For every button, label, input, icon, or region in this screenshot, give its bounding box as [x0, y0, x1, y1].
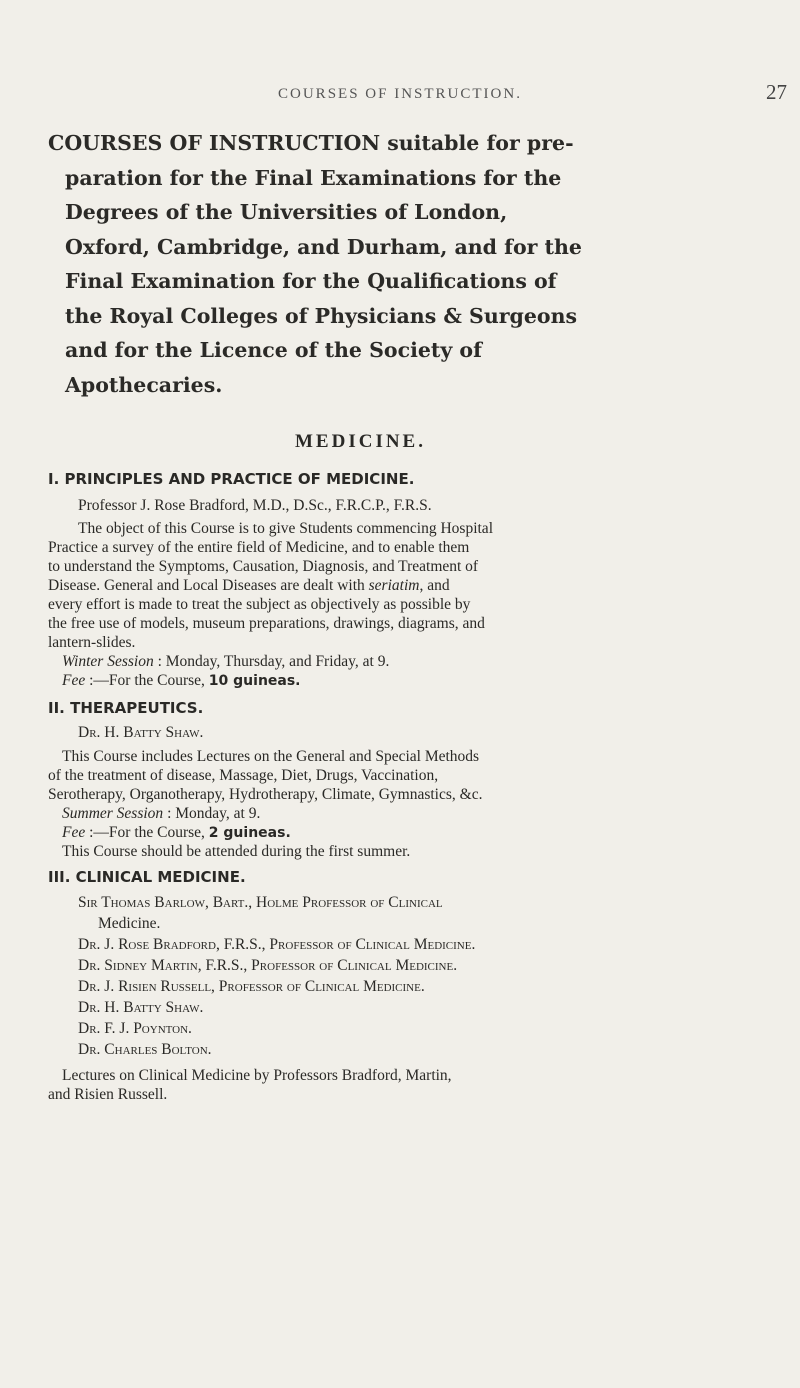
- professor-line: Professor J. Rose Bradford, M.D., D.Sc., F.R.C.P., F.R.S.: [78, 497, 432, 514]
- seriatim-term: seriatim: [368, 577, 420, 594]
- title-line: Degrees of the Universities of London,: [65, 200, 508, 224]
- session-line: [62, 652, 389, 671]
- desc-line: the free use of models, museum preparations, drawings, diagrams, and: [48, 615, 485, 632]
- desc-line: [48, 576, 450, 595]
- section-heading-1: I. PRINCIPLES AND PRACTICE OF MEDICINE.: [48, 470, 415, 488]
- title-line: and for the Licence of the Society of: [65, 338, 482, 362]
- staff-line: Sir Thomas Barlow, Bart., Holme Professor of Clinical: [78, 894, 443, 911]
- title-line: paration for the Final Examinations for the: [65, 165, 562, 190]
- session-label: Winter Session: [62, 653, 154, 670]
- staff-line: Dr. Sidney Martin, F.R.S., Professor of Clinical Medicine.: [78, 957, 458, 974]
- section-heading-3: III. CLINICAL MEDICINE.: [48, 868, 246, 886]
- desc-line: of the treatment of disease, Massage, Diet, Drugs, Vaccination,: [48, 767, 439, 784]
- fee-text: :—For the Course,: [85, 672, 209, 689]
- desc-text: Disease. General and Local Diseases are dealt with: [48, 577, 365, 594]
- fee-text: :—For the Course,: [85, 824, 209, 841]
- staff-line: Dr. H. Batty Shaw.: [78, 999, 204, 1016]
- desc-line: every effort is made to treat the subject as objectively as possible by: [48, 596, 471, 613]
- desc-line: This Course includes Lectures on the General and Special Methods: [62, 748, 480, 765]
- staff-line: Dr. Charles Bolton.: [78, 1041, 212, 1058]
- session-line: [62, 804, 260, 823]
- fee-label: Fee: [62, 672, 86, 689]
- title-line: Final Examination for the Qualifications of: [65, 269, 557, 293]
- fee-line: [62, 823, 291, 843]
- staff-line: Dr. J. Risien Russell, Professor of Clinical Medicine.: [78, 978, 425, 995]
- lecturer-line: Dr. H. Batty Shaw.: [78, 724, 204, 741]
- desc-line: The object of this Course is to give Students commencing Hospital: [78, 520, 493, 537]
- title-line: Oxford, Cambridge, and Durham, and for the: [65, 234, 582, 259]
- lectures-line: Lectures on Clinical Medicine by Professors Bradford, Martin,: [62, 1067, 452, 1084]
- lectures-line: and Risien Russell.: [48, 1086, 168, 1103]
- desc-line: Serotherapy, Organotherapy, Hydrotherapy, Climate, Gymnastics, &c.: [48, 786, 483, 803]
- desc-line: to understand the Symptoms, Causation, Diagnosis, and Treatment of: [48, 558, 479, 575]
- fee-line: [62, 671, 301, 691]
- running-head: COURSES OF INSTRUCTION.: [278, 86, 522, 102]
- fee-amount: 10 guineas.: [208, 673, 301, 689]
- desc-line: lantern-slides.: [48, 634, 136, 651]
- page-title: [48, 126, 748, 402]
- desc-text: , and: [419, 577, 450, 594]
- session-days: : Monday, at 9.: [163, 805, 261, 822]
- staff-line: Dr. F. J. Poynton.: [78, 1020, 192, 1037]
- page-number: 27: [766, 80, 787, 104]
- section-heading-2: II. THERAPEUTICS.: [48, 699, 204, 717]
- fee-label: Fee: [62, 824, 86, 841]
- title-line: COURSES OF INSTRUCTION suitable for pre-: [48, 131, 574, 155]
- session-days: : Monday, Thursday, and Friday, at 9.: [153, 653, 390, 670]
- staff-line: Dr. J. Rose Bradford, F.R.S., Professor of Clinical Medicine.: [78, 936, 476, 953]
- session-label: Summer Session: [62, 805, 164, 822]
- note-line: This Course should be attended during the first summer.: [62, 843, 411, 860]
- title-line: the Royal Colleges of Physicians & Surgeons: [65, 303, 578, 328]
- staff-line: Medicine.: [98, 915, 161, 932]
- title-line: Apothecaries.: [65, 372, 223, 397]
- fee-amount: 2 guineas.: [208, 825, 291, 841]
- desc-line: Practice a survey of the entire field of Medicine, and to enable them: [48, 539, 470, 556]
- section-heading: MEDICINE.: [295, 431, 426, 452]
